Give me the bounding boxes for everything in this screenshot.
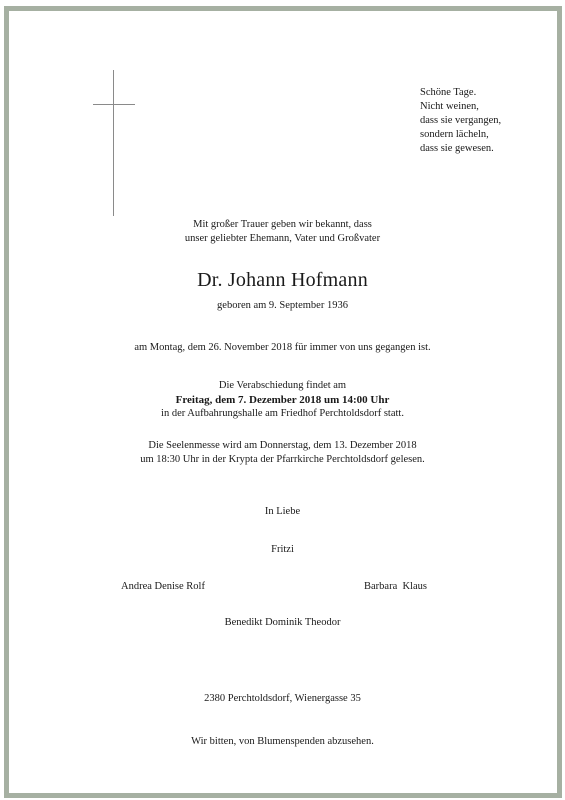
in-love: In Liebe xyxy=(264,506,301,517)
deceased-name: Dr. Johann Hofmann xyxy=(197,269,368,291)
birth-date: geboren am 9. September 1936 xyxy=(217,300,348,311)
spouse-name: Fritzi xyxy=(271,544,294,555)
mass-line-1: Die Seelenmesse wird am Donnerstag, dem 13. Dezember 2018 xyxy=(148,440,417,451)
poem-line: dass sie gewesen. xyxy=(420,143,494,154)
farewell-line-3: in der Aufbahrungshalle am Friedhof Perchtoldsdorf statt. xyxy=(161,408,404,419)
farewell-info xyxy=(0,379,565,421)
intro-line-2: unser geliebter Ehemann, Vater und Großvater xyxy=(184,233,381,244)
intro-text xyxy=(0,218,565,246)
intro-line-1: Mit großer Trauer geben wir bekannt, dass xyxy=(193,219,372,230)
farewell-line-1: Die Verabschiedung findet am xyxy=(218,380,347,391)
cross-icon-vertical xyxy=(113,70,114,216)
poem-line: Schöne Tage. xyxy=(420,87,477,98)
poem-line: sondern lächeln, xyxy=(420,129,489,140)
grandchildren: Benedikt Dominik Theodor xyxy=(224,617,341,628)
poem-line: Nicht weinen, xyxy=(420,101,479,112)
flower-request: Wir bitten, von Blumenspenden abzusehen. xyxy=(191,736,374,747)
mass-line-2: um 18:30 Uhr in der Krypta der Pfarrkirche Perchtoldsdorf gelesen. xyxy=(140,454,425,465)
farewell-date: Freitag, dem 7. Dezember 2018 um 14:00 Uhr xyxy=(175,394,390,406)
cross-icon-horizontal xyxy=(93,104,135,105)
poem xyxy=(420,86,501,156)
children-left: Andrea Denise Rolf xyxy=(121,581,205,592)
mass-info xyxy=(0,439,565,467)
poem-line: dass sie vergangen, xyxy=(420,115,502,126)
death-notice: am Montag, dem 26. November 2018 für immer von uns gegangen ist. xyxy=(134,342,431,353)
children-right: Barbara Klaus xyxy=(364,581,427,592)
address: 2380 Perchtoldsdorf, Wienergasse 35 xyxy=(204,693,361,704)
